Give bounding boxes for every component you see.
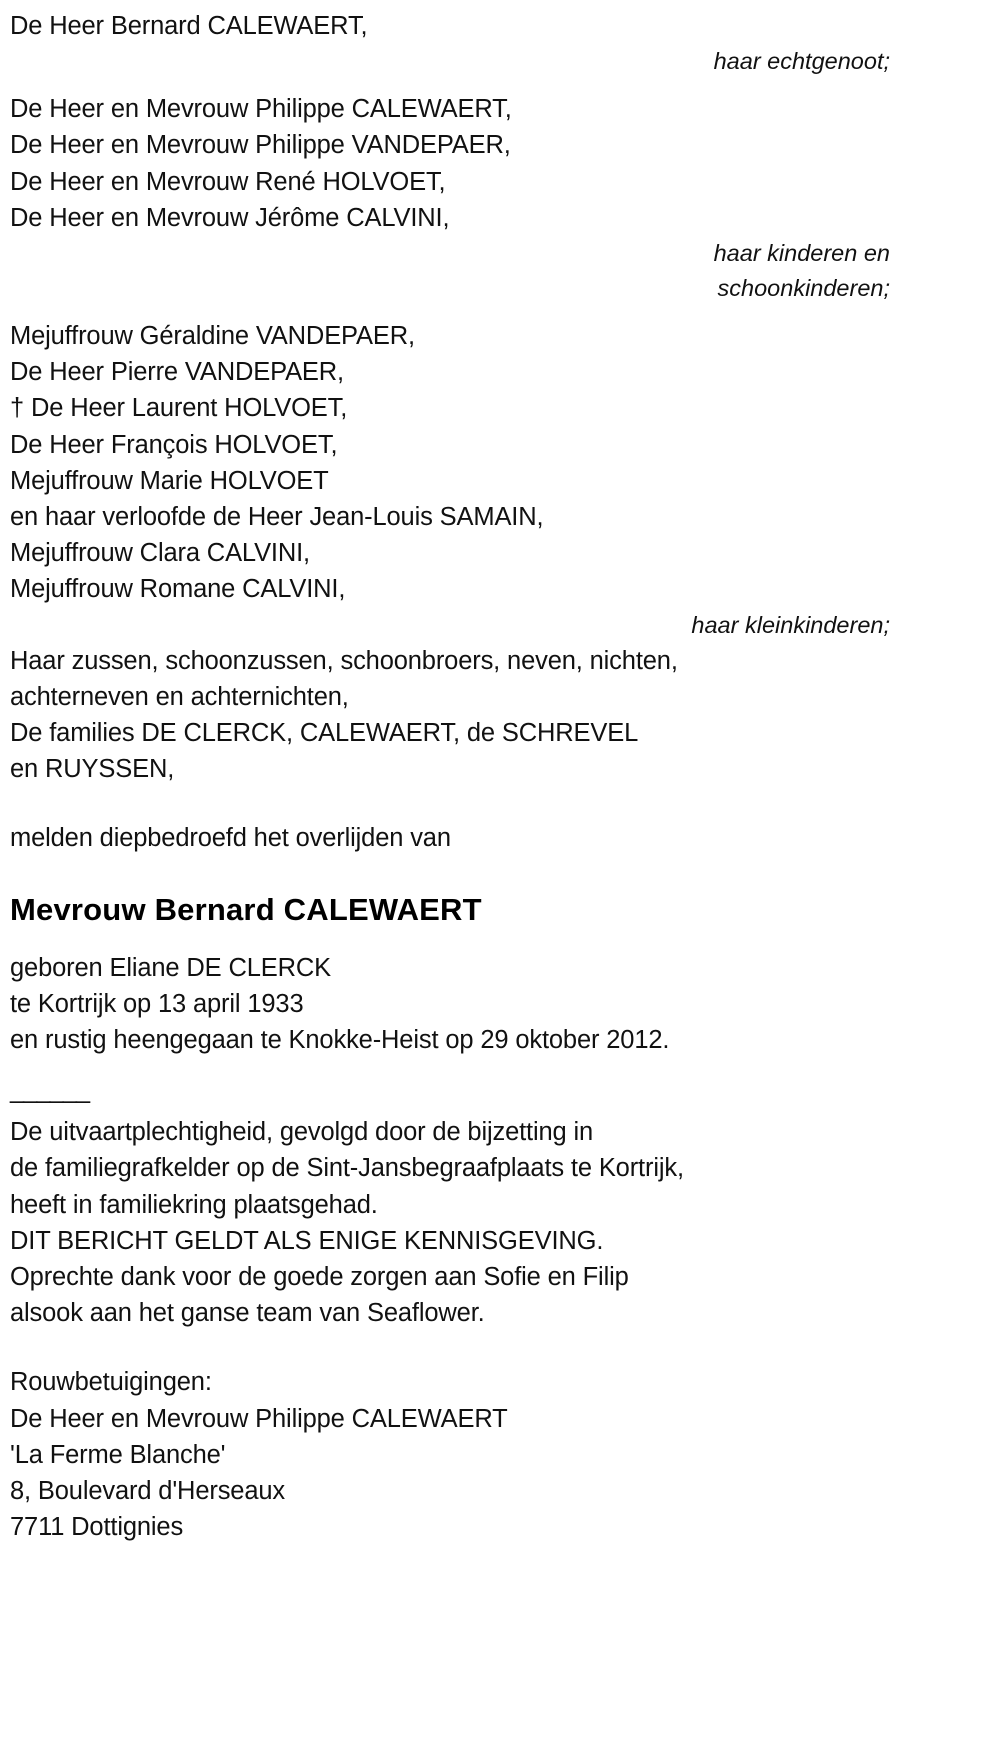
- grandchild-line-6: en haar verloofde de Heer Jean-Louis SAMAIN,: [10, 503, 544, 532]
- funeral-line-1: De uitvaartplechtigheid, gevolgd door de bijzetting in: [10, 1118, 594, 1147]
- notice-statement: DIT BERICHT GELDT ALS ENIGE KENNISGEVING.: [10, 1226, 604, 1255]
- extended-family-line-1: Haar zussen, schoonzussen, schoonbroers, neven, nichten,: [10, 646, 678, 675]
- condolences-block: [10, 1364, 890, 1545]
- grandchild-line-3-deceased: [10, 390, 890, 426]
- funeral-line-2: de familiegrafkelder op de Sint-Jansbegraafplaats te Kortrijk,: [10, 1154, 684, 1183]
- section-separator: ______: [10, 1076, 90, 1105]
- announcement-lead: melden diepbedroefd het overlijden van: [10, 824, 451, 853]
- children-group: [10, 91, 890, 306]
- grandchild-line-8: Mejuffrouw Romane CALVINI,: [10, 575, 346, 604]
- extended-family-line-3: De families DE CLERCK, CALEWAERT, de SCHREVEL: [10, 719, 639, 748]
- deceased-maiden-name: geboren Eliane DE CLERCK: [10, 953, 331, 982]
- spouse-relationship-annotation: haar echtgenoot;: [713, 48, 890, 75]
- spacer: [10, 1102, 890, 1114]
- spacer: [10, 857, 890, 890]
- grandchild-line-1: Mejuffrouw Géraldine VANDEPAER,: [10, 322, 415, 351]
- children-annotation-line-2: schoonkinderen;: [717, 275, 890, 302]
- grandchild-line-2: De Heer Pierre VANDEPAER,: [10, 358, 344, 387]
- thanks-line-2: alsook aan het ganse team van Seaflower.: [10, 1299, 485, 1328]
- spouse-name-line: De Heer Bernard CALEWAERT,: [10, 12, 368, 40]
- children-annotation-line-1: haar kinderen en: [713, 240, 890, 267]
- condolences-heading: Rouwbetuigingen:: [10, 1368, 212, 1397]
- child-line-4: De Heer en Mevrouw Jérôme CALVINI,: [10, 203, 450, 232]
- spacer: [10, 1331, 890, 1364]
- grandchild-line-5: Mejuffrouw Marie HOLVOET: [10, 466, 329, 495]
- grandchildren-relationship-annotation: haar kleinkinderen;: [691, 611, 890, 638]
- condolences-street: 8, Boulevard d'Herseaux: [10, 1477, 285, 1506]
- deceased-name-heading: Mevrouw Bernard CALEWAERT: [10, 891, 482, 927]
- condolences-house-name: 'La Ferme Blanche': [10, 1440, 226, 1469]
- spacer: [10, 930, 890, 950]
- condolences-city: 7711 Dottignies: [10, 1513, 184, 1542]
- child-line-2: De Heer en Mevrouw Philippe VANDEPAER,: [10, 131, 511, 160]
- grandchild-line-7: Mejuffrouw Clara CALVINI,: [10, 539, 310, 568]
- grandchild-line-4: De Heer François HOLVOET,: [10, 430, 338, 459]
- deceased-birth-info: te Kortrijk op 13 april 1933: [10, 989, 304, 1018]
- spacer: [10, 1058, 890, 1078]
- deceased-death-info: en rustig heengegaan te Knokke-Heist op 29 oktober 2012.: [10, 1026, 670, 1055]
- child-line-1: De Heer en Mevrouw Philippe CALEWAERT,: [10, 95, 512, 124]
- extended-family-line-2: achterneven en achternichten,: [10, 682, 349, 711]
- deceased-details: [10, 950, 890, 1059]
- spacer: [10, 787, 890, 820]
- grandchildren-group: [10, 318, 890, 643]
- extended-family-line-4: en RUYSSEN,: [10, 755, 175, 784]
- children-relationship-annotation: [10, 236, 890, 306]
- grandchild-line-3-text: De Heer Laurent HOLVOET,: [30, 394, 348, 423]
- spacer: [10, 79, 890, 91]
- extended-family-group: [10, 643, 890, 788]
- thanks-line-1: Oprechte dank voor de goede zorgen aan Sofie en Filip: [10, 1263, 629, 1292]
- spouse-group: [10, 8, 890, 79]
- funeral-information: [10, 1114, 890, 1331]
- spacer: [10, 306, 890, 318]
- condolences-recipient: De Heer en Mevrouw Philippe CALEWAERT: [10, 1404, 508, 1433]
- child-line-3: De Heer en Mevrouw René HOLVOET,: [10, 167, 446, 196]
- deceased-dagger-icon: †: [10, 394, 31, 423]
- funeral-line-3: heeft in familiekring plaatsgehad.: [10, 1190, 378, 1219]
